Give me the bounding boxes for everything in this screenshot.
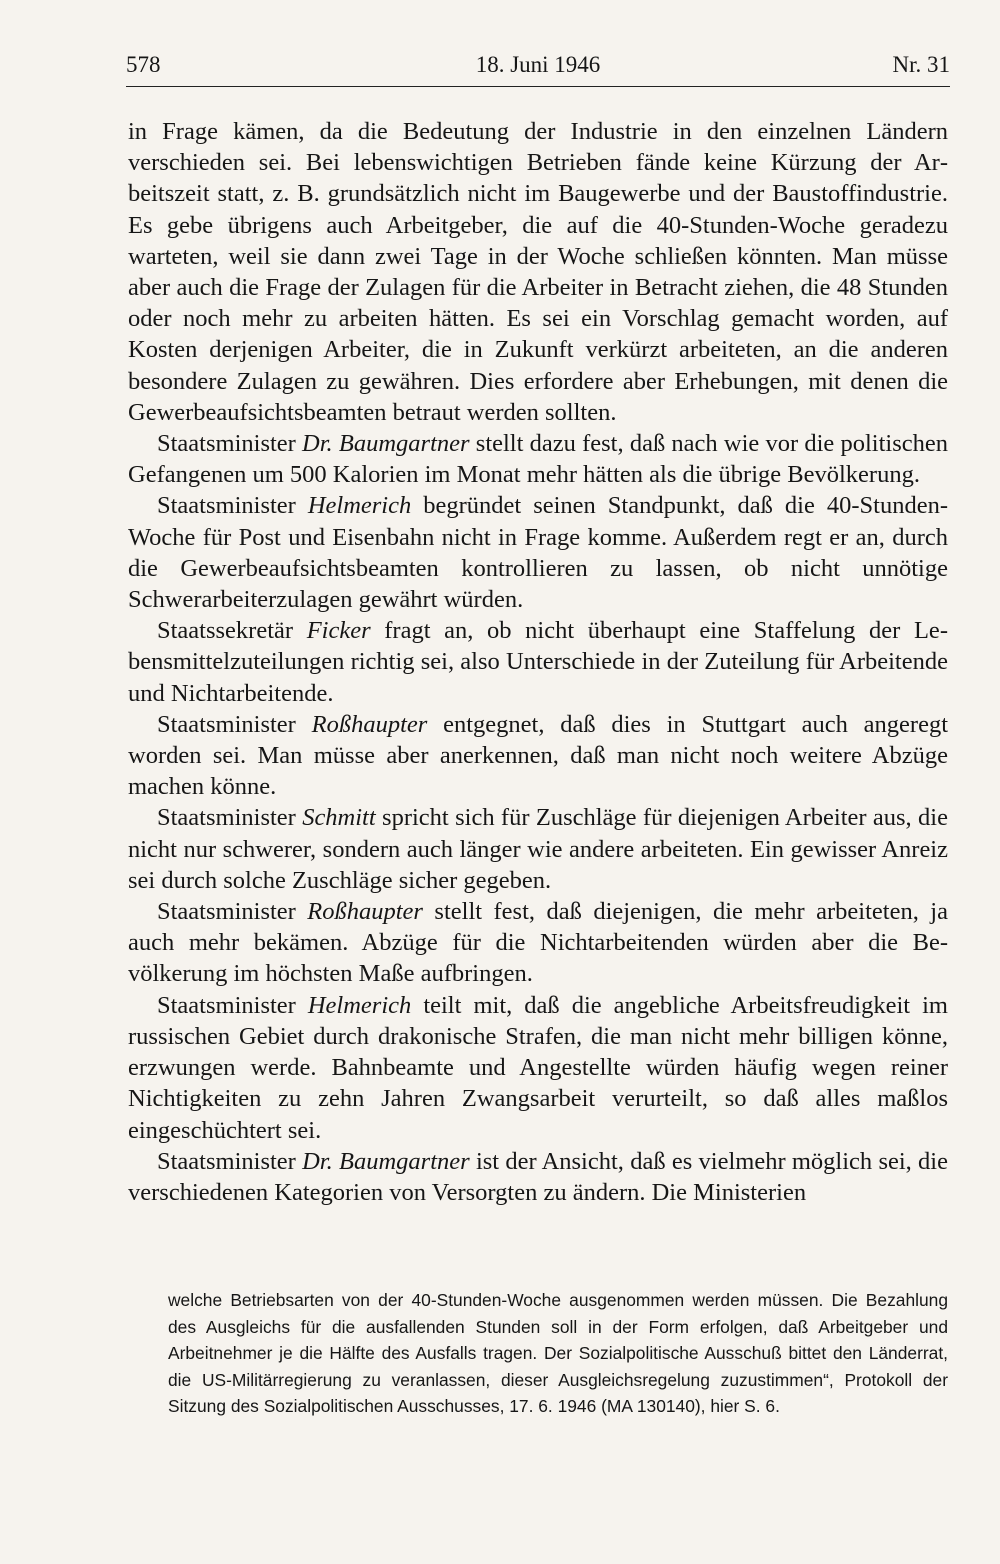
running-header <box>126 48 950 82</box>
speaker-title: Staatsminister <box>157 710 312 738</box>
speaker-title: Staatsminister <box>157 804 303 832</box>
paragraph <box>128 615 948 709</box>
paragraph <box>128 896 948 990</box>
speaker-title: Staatsminister <box>157 1147 303 1175</box>
speaker-name: Dr. Baumgartner <box>302 1147 470 1175</box>
footnote-text: welche Betriebsarten von der 40-Stunden-Woche ausgenommen werden müssen. Die Bezahlung des Ausgleichs für die ausfallenden Stunden soll in der Form erfolgen, daß Arbeitgeber und Arbeitnehmer je die Hälfte des Ausfalls tragen. Der Sozialpolitische Ausschuß bittet den Länderrat, die US-Militärregierung zu veranlassen, dieser Ausgleichsregelung zuzustimmen“, Protokoll der Sitzung des Sozialpolitischen Ausschusses, 17. 6. 1946 (MA 130140), hier S. 6. <box>168 1290 948 1416</box>
speaker-name: Roßhaupter <box>307 898 423 926</box>
speaker-title: Staatsminister <box>157 991 308 1019</box>
paragraph <box>128 1146 948 1208</box>
header-date: 18. Juni 1946 <box>475 52 601 77</box>
speaker-statement: spricht sich für Zuschläge für diejenigen Arbeiter aus, die nicht nur schwerer, sondern auch länger wie andere arbeiteten. Ein gewisser Anreiz sei durch solche Zuschläge sicher gegeben. <box>128 804 948 894</box>
paragraph <box>128 802 948 896</box>
speaker-statement: stellt dazu fest, daß nach wie vor die politischen Gefangenen um 500 Kalorien im Monat mehr hätten als die übrige Bevölkerung. <box>128 430 948 489</box>
speaker-name: Schmitt <box>302 804 376 832</box>
speaker-title: Staatsminister <box>157 898 308 926</box>
speaker-statement: ist der Ansicht, daß es vielmehr möglich sei, die verschiedenen Kategorien von Versorgten zu ändern. Die Ministerien <box>128 1147 948 1206</box>
paragraph: in Frage kämen, da die Bedeutung der Industrie in den einzelnen Ländern verschieden sei. Bei lebenswichtigen Betrieben fände keine Kürzung der Arbeitszeit statt, z. B. grundsätzlich nicht im Baugewerbe und der Baustoffindustrie. Es gebe übrigens auch Arbeitgeber, die auf die 40-Stunden-Woche geradezu warteten, weil sie dann zwei Tage in der Woche schließen könnten. Man müsse aber auch die Frage der Zulagen für die Arbeiter in Betracht ziehen, die 48 Stunden oder noch mehr zu arbeiten hätten. Es sei ein Vorschlag gemacht worden, auf Kosten derjenigen Arbeiter, die in Zukunft verkürzt arbeiteten, an die anderen besondere Zulagen zu gewähren. Dies erfordere aber Erhebungen, mit denen die Gewerbeaufsichtsbeamten betraut werden sollten. <box>128 118 948 426</box>
speaker-name: Helmerich <box>307 991 412 1019</box>
speaker-statement: begründet seinen Standpunkt, daß die 40-Stunden-Woche für Post und Eisenbahn nicht in Frage komme. Außerdem regt er an, durch die Gewerbeaufsichtsbeamten kontrollieren zu lassen, ob nicht unnötige Schwerarbeiterzulagen gewährt würden. <box>128 492 948 614</box>
speaker-title: Staatsminister <box>157 492 308 520</box>
speaker-name: Roßhaupter <box>311 710 428 738</box>
issue-number: Nr. 31 <box>892 52 950 77</box>
speaker-name: Dr. Baumgartner <box>302 430 470 458</box>
paragraph <box>128 990 948 1146</box>
speaker-statement: stellt fest, daß diejenigen, die mehr arbeiteten, ja auch mehr bekämen. Abzüge für die Nichtarbeitenden würden aber die Bevölkerung im höchsten Maße aufbringen. <box>128 898 948 988</box>
page-number: 578 <box>126 52 161 77</box>
speaker-name: Helmerich <box>307 492 412 520</box>
paragraph <box>128 428 948 490</box>
main-text <box>128 116 948 1208</box>
speaker-title: Staatssekretär <box>157 617 307 645</box>
paragraph <box>128 490 948 615</box>
speaker-statement: teilt mit, daß die angebliche Arbeitsfreudigkeit im russischen Gebiet durch drakonische Strafen, die man nicht mehr billigen könne, erzwungen werde. Bahnbeamte und Angestellte würden häufig wegen reiner Nichtigkeiten zu zehn Jahren Zwangsarbeit verurteilt, so daß alles maßlos eingeschüchtert sei. <box>128 991 948 1144</box>
footnote <box>168 1287 948 1420</box>
speaker-name: Ficker <box>306 617 371 645</box>
speaker-statement: entgegnet, daß dies in Stuttgart auch angeregt worden sei. Man müsse aber anerkennen, daß man nicht noch weitere Abzüge machen könne. <box>128 710 948 801</box>
speaker-statement: fragt an, ob nicht überhaupt eine Staffelung der Lebensmittelzuteilungen richtig sei, also Unterschiede in der Zuteilung für Arbeitende und Nichtarbeitende. <box>128 617 948 707</box>
speaker-title: Staatsminister <box>157 430 303 458</box>
paragraph <box>128 709 948 803</box>
header-rule <box>126 86 950 87</box>
